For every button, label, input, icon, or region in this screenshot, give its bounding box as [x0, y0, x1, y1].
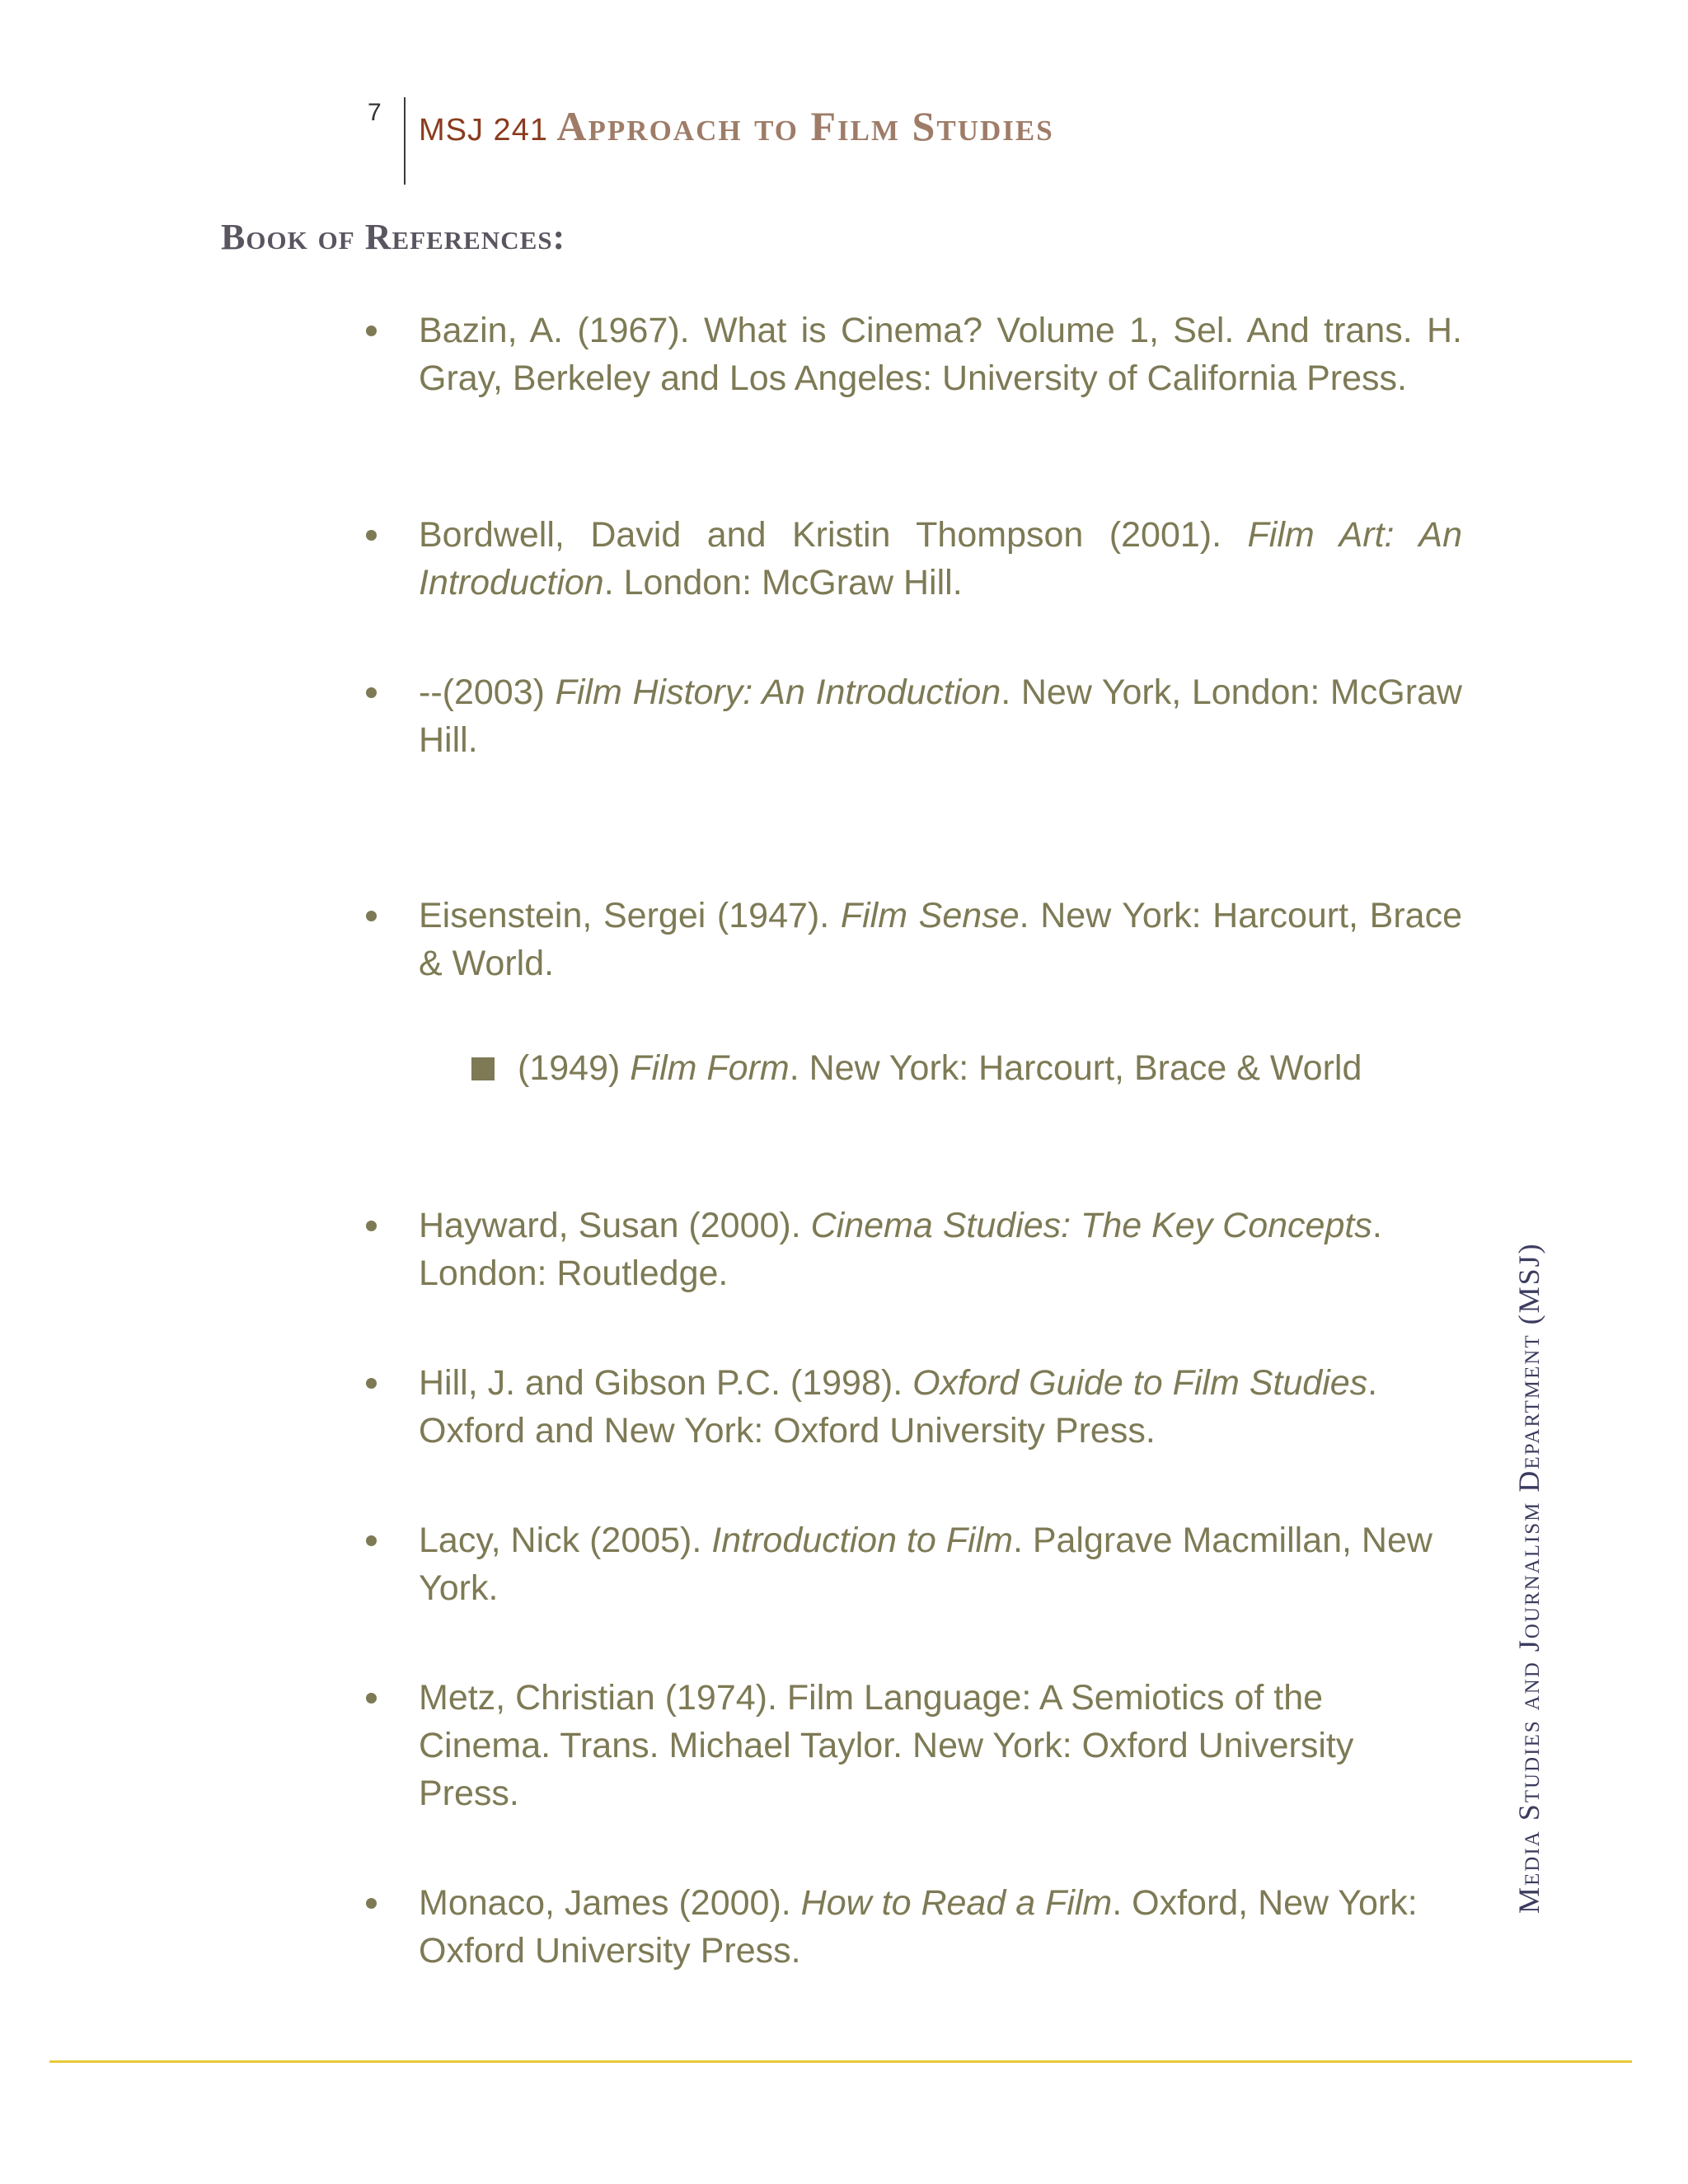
reference-text: . New York: Harcourt, Brace & World	[789, 1048, 1362, 1088]
bullet-icon	[366, 1221, 377, 1231]
course-title: Approach to Film Studies	[556, 103, 1054, 149]
reference-title: Film History: An Introduction	[555, 673, 1001, 712]
reference-text: Eisenstein, Sergei (1947).	[419, 896, 841, 935]
reference-title: Introduction to Film	[711, 1521, 1013, 1560]
reference-title: Cinema Studies: The Key Concepts	[810, 1206, 1372, 1245]
bullet-icon	[366, 530, 377, 541]
course-code: MSJ 241	[419, 113, 548, 148]
reference-title: Film Art: An Introduction	[419, 515, 1462, 602]
reference-item	[419, 1879, 1462, 1975]
reference-item	[419, 1359, 1462, 1455]
reference-text: . Palgrave Macmillan, New York.	[419, 1521, 1432, 1608]
bullet-icon	[366, 911, 377, 921]
header-title-group	[419, 102, 1054, 150]
page-number: 7	[368, 99, 382, 126]
bullet-icon	[366, 1693, 377, 1704]
reference-item	[419, 1674, 1462, 1817]
reference-item	[419, 1516, 1462, 1612]
bullet-icon	[366, 1378, 377, 1389]
bullet-icon	[366, 1535, 377, 1546]
square-bullet-icon	[471, 1057, 495, 1080]
department-side-label: Media Studies and Journalism Department (MSJ)	[1512, 1242, 1545, 1914]
reference-text: --(2003)	[419, 673, 556, 712]
bullet-icon	[366, 1898, 377, 1909]
reference-text: . Oxford, New York: Oxford University Press.	[419, 1883, 1418, 1971]
reference-title: How to Read a Film	[800, 1883, 1113, 1923]
reference-item	[419, 892, 1462, 987]
reference-item	[419, 668, 1462, 764]
bullet-icon	[366, 326, 377, 336]
header-divider	[404, 97, 406, 185]
reference-item	[419, 307, 1462, 402]
reference-text: Metz, Christian (1974). Film Language: A Semiotics of the Cinema. Trans. Michael Taylor. New York: Oxford University Press.	[419, 1678, 1354, 1813]
reference-text: (1949)	[518, 1048, 631, 1088]
reference-text: Hill, J. and Gibson P.C. (1998).	[419, 1363, 913, 1403]
reference-text: Bazin, A. (1967). What is Cinema? Volume 1, Sel. And trans. H. Gray, Berkeley and Los Angeles: University of California Press.	[419, 311, 1462, 398]
reference-text: . Oxford and New York: Oxford University Press.	[419, 1363, 1378, 1451]
reference-title: Film Sense	[840, 896, 1020, 935]
reference-item	[419, 1202, 1462, 1297]
reference-title: Film Form	[630, 1048, 790, 1088]
reference-sub-item	[518, 1044, 1462, 1092]
bullet-icon	[366, 687, 377, 698]
section-heading: Book of References:	[221, 217, 566, 257]
reference-text: . New York: Harcourt, Brace & World.	[419, 896, 1462, 983]
reference-text: Bordwell, David and Kristin Thompson (2001).	[419, 515, 1248, 555]
reference-text: . New York, London: McGraw Hill.	[419, 673, 1462, 760]
reference-text: Monaco, James (2000).	[419, 1883, 801, 1923]
reference-text: . London: McGraw Hill.	[603, 563, 963, 602]
footer-divider	[49, 2060, 1632, 2063]
reference-item	[419, 511, 1462, 607]
reference-text: . London: Routledge.	[419, 1206, 1382, 1293]
reference-text: Hayward, Susan (2000).	[419, 1206, 811, 1245]
reference-text: Lacy, Nick (2005).	[419, 1521, 712, 1560]
reference-title: Oxford Guide to Film Studies	[912, 1363, 1368, 1403]
